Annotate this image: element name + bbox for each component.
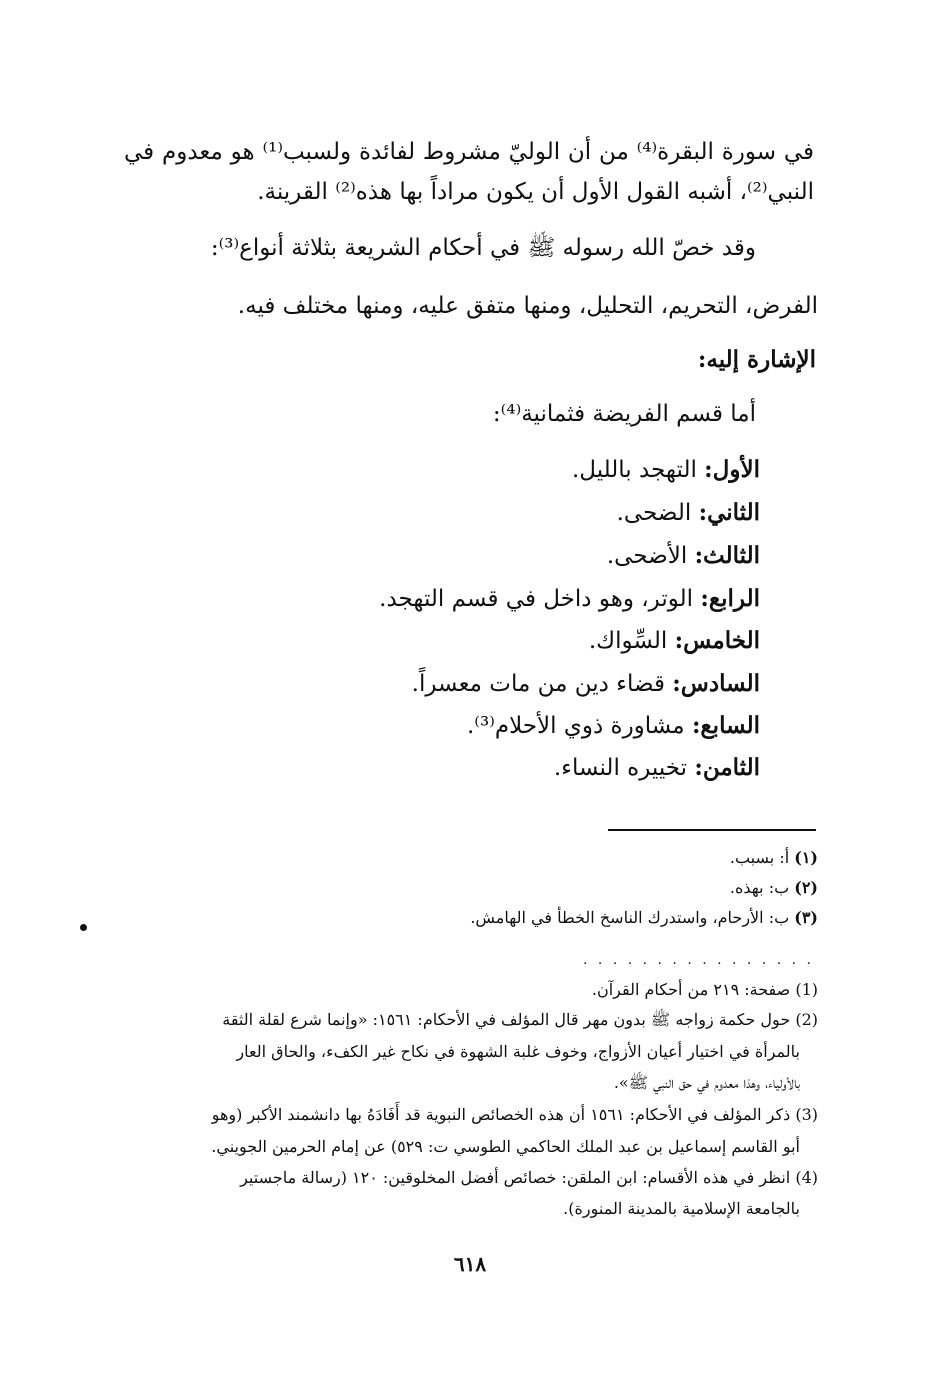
footnote-continuation: بالمرأة في اختيار أعيان الأزواج، وخوف غلبة الشهوة في نكاح غير الكفء، والحاق العار — [236, 1042, 800, 1061]
variant-note-mark: (٣) — [794, 908, 818, 927]
item-text: التهجد بالليل. — [571, 457, 697, 483]
list-item — [240, 664, 760, 704]
variant-note-text: ب: بهذه. — [729, 878, 790, 897]
item-text: مشاورة ذوي الأحلام⁽³⁾. — [467, 713, 685, 739]
item-label: الثالث: — [694, 542, 760, 569]
paragraph-1-line-1: في سورة البقرة⁽⁴⁾ من أن الوليّ مشروط لفائدة ولسبب⁽¹⁾ هو معدوم في — [124, 139, 814, 165]
item-label: الثامن: — [694, 754, 760, 781]
item-label: السابع: — [691, 712, 760, 739]
margin-dot — [80, 924, 87, 931]
list-item — [240, 748, 760, 788]
variant-note-mark: (١) — [794, 848, 818, 867]
footnote — [118, 975, 818, 1005]
variant-note — [118, 903, 818, 933]
variant-note — [118, 843, 818, 873]
variant-note-text: ب: الأرحام، واستدرك الناسخ الخطأ في الهامش. — [470, 908, 790, 927]
footnote-continuation: بالجامعة الإسلامية بالمدينة المنورة). — [563, 1199, 800, 1218]
item-label: الأول: — [704, 456, 760, 483]
item-label: الثاني: — [698, 499, 760, 526]
section-heading: الإشارة إليه: — [697, 346, 816, 373]
footnote — [118, 1005, 818, 1035]
paragraph-1-line-2: النبي⁽²⁾، أشبه القول الأول أن يكون مراداً بها هذه⁽²⁾ القرينة. — [257, 179, 814, 205]
list-item — [240, 621, 760, 661]
footnote-text: انظر في هذه الأقسام: ابن الملقن: خصائص أفضل المخلوقين: ١٢٠ (رسالة ماجستير — [240, 1168, 791, 1187]
item-text: الأضحى. — [606, 543, 688, 569]
footnote — [118, 1163, 818, 1193]
paragraph-3: الفرض، التحريم، التحليل، ومنها متفق عليه، ومنها مختلف فيه. — [237, 293, 818, 319]
variant-note — [118, 873, 818, 903]
footnote-text: حول حكمة زواجه ﷺ بدون مهر قال المؤلف في الأحكام: ١٥٦١: «وإنما شرع لقلة الثقة — [222, 1010, 791, 1029]
paragraph-2: وقد خصّ الله رسوله ﷺ في أحكام الشريعة بثلاثة أنواع⁽³⁾: — [210, 235, 756, 261]
list-item — [240, 450, 760, 490]
item-text: تخييره النساء. — [553, 755, 688, 781]
footnote-text: صفحة: ٢١٩ من أحكام القرآن. — [591, 980, 791, 999]
intro-line: أما قسم الفريضة فثمانية⁽⁴⁾: — [492, 401, 756, 427]
list-item — [240, 493, 760, 533]
footnote-mark: (1) — [795, 980, 818, 999]
item-text: السِّواك. — [588, 628, 668, 654]
variant-note-text: أ: بسبب. — [729, 848, 790, 867]
list-item — [240, 579, 760, 619]
list-item — [240, 706, 760, 746]
variant-note-mark: (٢) — [794, 878, 818, 897]
item-text: الوتر، وهو داخل في قسم التهجد. — [379, 586, 694, 612]
footnote — [118, 1100, 818, 1130]
item-label: الرابع: — [700, 585, 760, 612]
footnote-separator-rule — [608, 829, 816, 831]
footnote-text: ذكر المؤلف في الأحكام: ١٥٦١ أن هذه الخصائص النبوية قد أَفَادَهُ بها دانشمند الأكبر (وهو — [211, 1105, 791, 1124]
item-text: الضحى. — [616, 500, 692, 526]
footnote-mark: (3) — [795, 1105, 818, 1124]
item-text: قضاء دين من مات معسراً. — [411, 671, 665, 697]
footnote-continuation: أبو القاسم إسماعيل بن عبد الملك الحاكمي الطوسي ت: ٥٢٩) عن إمام الحرمين الجويني. — [211, 1137, 800, 1156]
item-label: الخامس: — [674, 627, 760, 654]
footnote-continuation: بالأولياء، وهذا معدوم في حق النبي ﷺ». — [613, 1073, 800, 1092]
footnote-mark: (2) — [795, 1010, 818, 1029]
list-item — [240, 536, 760, 576]
dotted-separator: . . . . . . . . . . . . . . . . — [583, 952, 814, 968]
item-label: السادس: — [672, 670, 760, 697]
page-number: ٦١٨ — [453, 1252, 487, 1276]
footnote-mark: (4) — [795, 1168, 818, 1187]
